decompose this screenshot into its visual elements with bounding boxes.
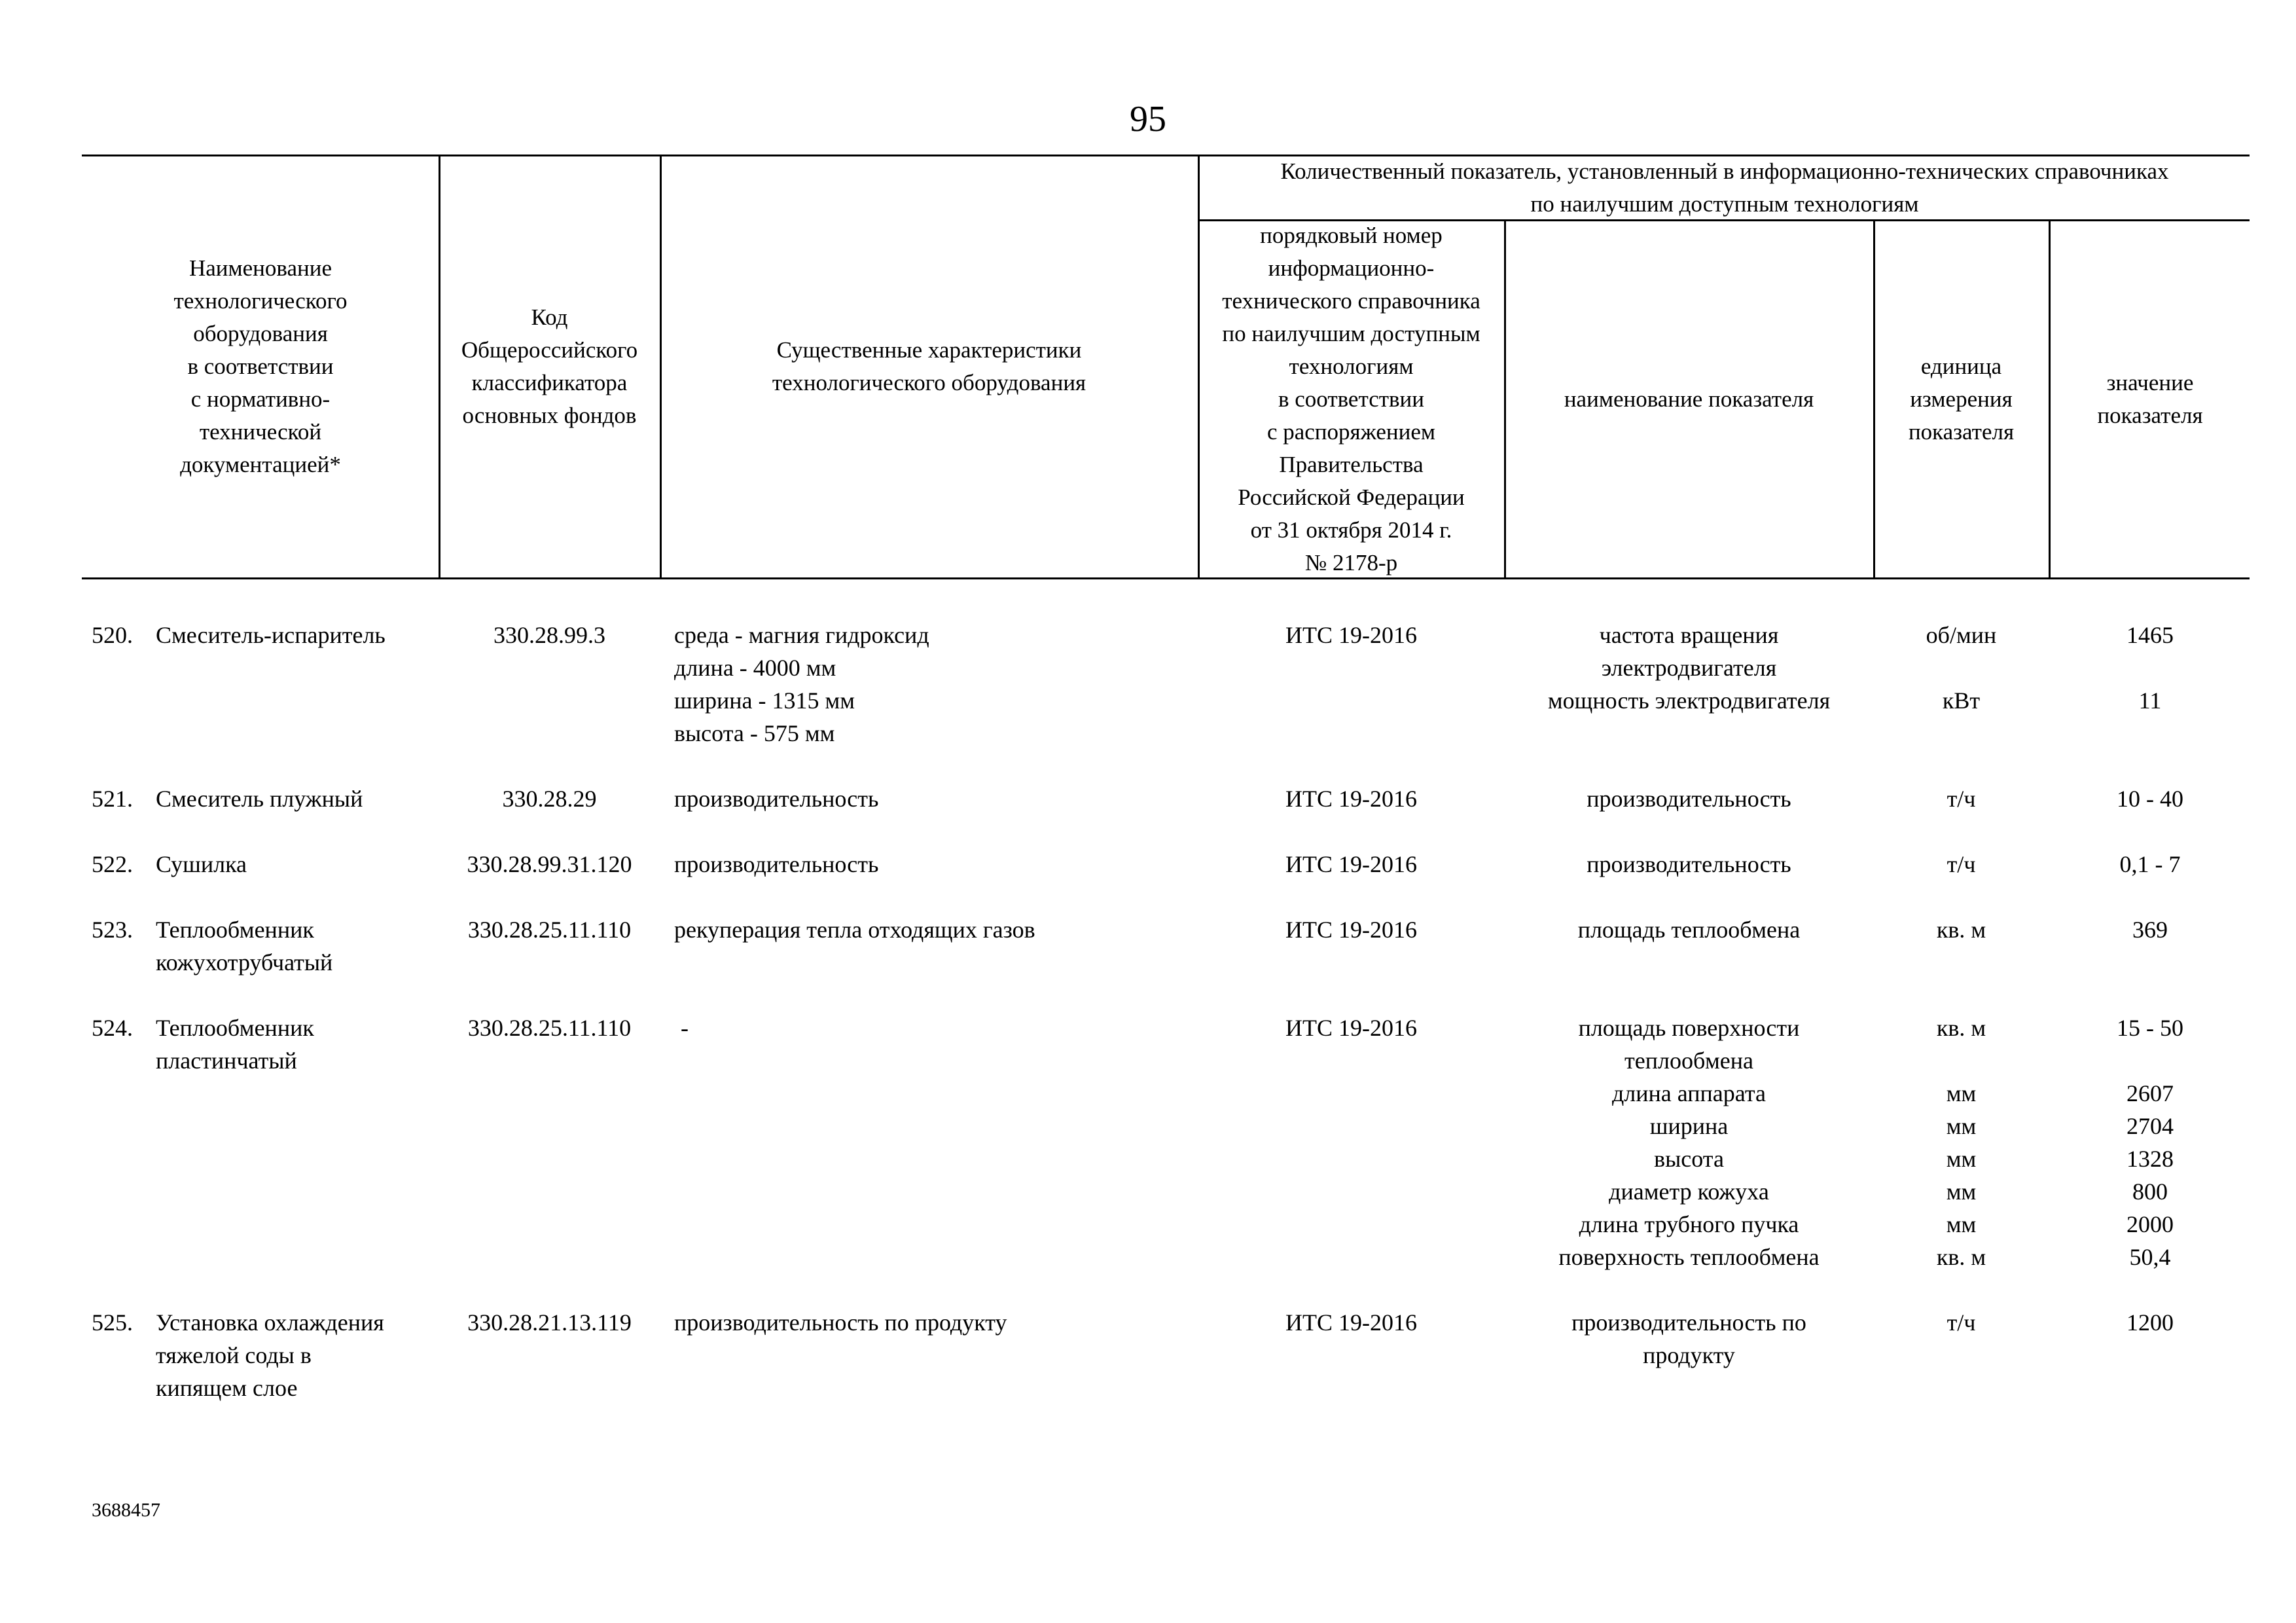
indicator-unit: кв. м <box>1936 917 1986 943</box>
okof-code: 330.28.21.13.119 <box>467 1309 632 1336</box>
header-bottom-rule <box>82 577 2250 579</box>
equipment-name: Установка охлаждения тяжелой соды в кипящем слое <box>156 1309 384 1401</box>
its-number: ИТС 19-2016 <box>1285 851 1417 877</box>
indicator-name: производительность <box>1587 786 1791 812</box>
equipment-name: Теплообменник пластинчатый <box>156 1015 314 1074</box>
indicator-unit: т/ч <box>1946 851 1976 877</box>
its-number: ИТС 19-2016 <box>1285 1015 1417 1041</box>
okof-code: 330.28.29 <box>502 786 597 812</box>
indicator-value: 15 - 50 2607 2704 1328 800 2000 50,4 <box>2117 1015 2183 1270</box>
indicator-unit: кв. м мм мм мм мм мм кв. м <box>1936 1015 1986 1270</box>
equipment-name: Теплообменник кожухотрубчатый <box>156 917 333 976</box>
header-unit: единица измерения показателя <box>1908 354 2015 445</box>
row-number: 523. <box>92 917 133 943</box>
header-value: значение показателя <box>2097 370 2203 428</box>
indicator-value: 0,1 - 7 <box>2119 851 2181 877</box>
equipment-name: Смеситель плужный <box>156 786 363 812</box>
okof-code: 330.28.25.11.110 <box>467 1015 632 1041</box>
equipment-name: Смеситель-испаритель <box>156 622 386 648</box>
header-indicator-name: наименование показателя <box>1564 386 1814 412</box>
characteristics: производительность по продукту <box>674 1309 1007 1336</box>
row-number: 521. <box>92 786 133 812</box>
its-number: ИТС 19-2016 <box>1285 1309 1417 1336</box>
equipment-name: Сушилка <box>156 851 247 877</box>
row-number: 520. <box>92 622 133 648</box>
indicator-name: производительность по продукту <box>1571 1309 1806 1368</box>
characteristics: производительность <box>674 786 879 812</box>
okof-code: 330.28.25.11.110 <box>467 917 632 943</box>
indicator-name: площадь теплообмена <box>1577 917 1801 943</box>
indicator-value: 10 - 40 <box>2117 786 2183 812</box>
indicator-name: частота вращения электродвигателя мощность электродвигателя <box>1547 622 1831 714</box>
characteristics: - <box>681 1015 689 1041</box>
header-quantitative-group: Количественный показатель, установленный в информационно-технических справочниках по наилучшим доступным технологиям <box>1280 158 2169 217</box>
indicator-value: 1200 <box>2126 1309 2174 1336</box>
header-okof-code: Код Общероссийского классификатора основных фондов <box>461 304 638 428</box>
indicator-unit: об/мин кВт <box>1926 622 1997 714</box>
characteristics: среда - магния гидроксид длина - 4000 мм ширина - 1315 мм высота - 575 мм <box>674 622 929 746</box>
indicator-unit: т/ч <box>1946 786 1976 812</box>
characteristics: производительность <box>674 851 879 877</box>
indicator-value: 369 <box>2132 917 2168 943</box>
indicator-name: площадь поверхности теплообмена длина аппарата ширина высота диаметр кожуха длина трубного пучка поверхность теплообмена <box>1558 1015 1820 1270</box>
page-number: 95 <box>1130 99 1166 139</box>
header-equipment-name: Наименование технологического оборудования в соответствии с нормативно- технической документацией* <box>173 255 348 477</box>
indicator-value: 1465 11 <box>2126 622 2174 714</box>
indicator-unit: т/ч <box>1946 1309 1976 1336</box>
header-characteristics: Существенные характеристики технологического оборудования <box>772 337 1086 395</box>
its-number: ИТС 19-2016 <box>1285 917 1417 943</box>
its-number: ИТС 19-2016 <box>1285 786 1417 812</box>
row-number: 525. <box>92 1309 133 1336</box>
row-number: 522. <box>92 851 133 877</box>
indicator-name: производительность <box>1587 851 1791 877</box>
okof-code: 330.28.99.3 <box>493 622 605 648</box>
characteristics: рекуперация тепла отходящих газов <box>674 917 1035 943</box>
header-its-number: порядковый номер информационно- технического справочника по наилучшим доступным технологиям в соответствии с распоряжением Правительства Российской Федерации от 31 октября 2014 г. № 2178-р <box>1222 223 1480 575</box>
okof-code: 330.28.99.31.120 <box>467 851 632 877</box>
document-footer-code: 3688457 <box>92 1499 160 1521</box>
its-number: ИТС 19-2016 <box>1285 622 1417 648</box>
row-number: 524. <box>92 1015 133 1041</box>
